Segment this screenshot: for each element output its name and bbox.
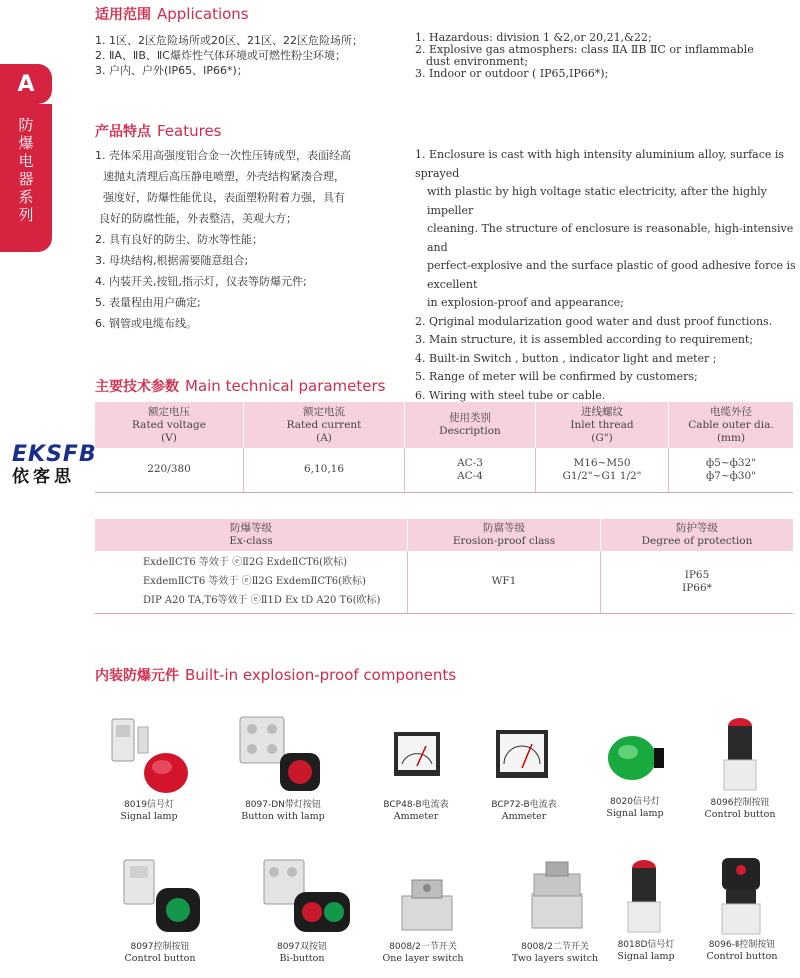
- list-item: 1. 壳体采用高强度铝合金一次性压铸成型，表面经高: [95, 149, 351, 162]
- list-item: 1. 1区、2区危险场所或20区、21区、22区危险场所；: [95, 34, 363, 47]
- list-item: 3. Main structure, it is assembled according to requirement;: [415, 333, 754, 346]
- header-unit: (mm): [716, 431, 746, 444]
- components-title-en: Built-in explosion-proof components: [185, 666, 457, 684]
- header-description: [405, 402, 536, 448]
- ex-line: ExdeⅡCT6 等效于 ⓔⅡ2G ExdeⅡCT6(欧标): [143, 557, 347, 569]
- list-item: 6. 钢管或电缆布线。: [95, 317, 197, 330]
- header-zh: 防护等级: [676, 522, 718, 534]
- ex-line: DIP A20 TA,T6等效于 ⓔⅡ1D Ex tD A20 T6(欧标): [143, 595, 381, 607]
- brand-logo: [12, 443, 97, 487]
- header-ex-class: [95, 519, 408, 551]
- component-en: Ammeter: [501, 811, 547, 822]
- list-item: 2. 具有良好的防尘、防水等性能；: [95, 233, 263, 246]
- header-en: Description: [439, 425, 501, 437]
- component-en: Signal lamp: [617, 951, 675, 962]
- component-zh: 8008/2二节开关: [521, 942, 589, 952]
- list-item: 6. Wiring with steel tube or cable.: [415, 388, 606, 402]
- cell-erosion: [408, 551, 601, 613]
- header-rated-current: [244, 402, 405, 448]
- header-en: Ex-class: [229, 535, 273, 547]
- list-item: 4. Built-in Switch , button , indicator light and meter ;: [415, 351, 717, 365]
- component-zh: 8097双按钮: [277, 942, 327, 952]
- component-caption: [590, 797, 680, 819]
- features-zh-list: [95, 145, 351, 334]
- section-letter: A: [17, 71, 35, 97]
- header-zh: 电缆外径: [710, 405, 752, 418]
- features-en-list: [415, 146, 800, 405]
- list-item: 5. 表量程由用户确定;: [95, 296, 201, 309]
- table-header-row: [95, 402, 793, 448]
- list-item: perfect-explosive and the surface plastic of good adhesive force is excellent: [427, 259, 796, 291]
- component-en: Signal lamp: [120, 811, 178, 822]
- control-button-8096-image: [720, 714, 760, 794]
- sidebar-category: [0, 104, 52, 252]
- list-item: 2. ⅡA、ⅡB、ⅡC爆炸性气体环境或可燃性粉尘环境；: [95, 49, 346, 62]
- signal-lamp-8020-image: [604, 732, 668, 784]
- component-en: Button with lamp: [241, 811, 325, 822]
- header-en: Cable outer dia.: [688, 418, 774, 431]
- component-zh: BCP72-B电流表: [491, 800, 557, 810]
- signal-lamp-8019-image: [108, 715, 192, 795]
- list-item: 4. 内装开关,按钮,指示灯，仪表等防爆元件;: [95, 275, 307, 288]
- component-caption: [596, 940, 696, 962]
- component-caption: [500, 942, 610, 964]
- components-title: [95, 665, 456, 685]
- table-row: [95, 551, 793, 613]
- component-en: Ammeter: [393, 811, 439, 822]
- list-item: in explosion-proof and appearance;: [427, 296, 624, 309]
- cell-ex-list: [95, 551, 408, 613]
- component-zh: BCP48-B电流表: [383, 800, 449, 810]
- header-zh: 额定电压: [148, 405, 190, 418]
- component-zh: 8097控制按钮: [130, 942, 190, 952]
- list-item: 2. Qriginal modularization good water and dust proof functions.: [415, 314, 773, 328]
- cell-voltage: [95, 448, 244, 492]
- cell-value: WF1: [491, 575, 517, 588]
- cell-value: G1/2"~G1 1/2": [562, 469, 642, 482]
- list-item: 2. Explosive gas atmosphers: class ⅡA ⅡB ⅡC or inflammable: [415, 43, 754, 56]
- button-with-lamp-8097-dn-image: [236, 715, 326, 795]
- list-item: 强度好，防爆性能优良，表面塑粉附着力强，具有: [103, 191, 345, 204]
- cell-thread: [536, 448, 669, 492]
- header-cable-dia: [669, 402, 794, 448]
- list-item: with plastic by high voltage static electricity, after the highly impeller: [427, 185, 767, 217]
- list-item: 3. 户内、户外(IP65、IP66*)；: [95, 64, 248, 77]
- component-caption: [366, 800, 466, 822]
- features-title-en: Features: [157, 122, 222, 140]
- exclass-table: [95, 519, 793, 614]
- control-button-8097-image: [120, 858, 206, 938]
- cell-value: IP65: [684, 568, 710, 581]
- header-en: Rated current: [286, 418, 362, 431]
- header-en: Rated voltage: [132, 418, 206, 431]
- list-item: 1. Hazardous: division 1 &2,or 20,21,&22;: [415, 31, 652, 44]
- section-letter-tab: [0, 64, 52, 104]
- header-unit: (A): [316, 431, 332, 444]
- sidebar-char: 防: [18, 116, 34, 134]
- features-title-zh: 产品特点: [95, 124, 151, 140]
- component-en: Signal lamp: [606, 808, 664, 819]
- applications-en-list: [415, 32, 754, 80]
- logo-brand: EKSFB: [12, 442, 97, 467]
- logo-zh: 依客思: [12, 467, 75, 487]
- component-caption: [690, 940, 794, 962]
- component-zh: 8096控制按钮: [710, 798, 770, 808]
- component-en: Two layers switch: [511, 953, 599, 964]
- list-item: 良好的防腐性能，外表整洁，美观大方；: [99, 212, 297, 225]
- component-zh: 8097-DN带灯按钮: [245, 800, 321, 810]
- header-zh: 额定电流: [303, 405, 345, 418]
- component-caption: [110, 942, 210, 964]
- component-zh: 8019信号灯: [124, 800, 174, 810]
- header-en: Erosion-proof class: [452, 535, 556, 547]
- cell-value: AC-4: [457, 469, 483, 482]
- list-item: 5. Range of meter will be confirmed by customers;: [415, 370, 698, 383]
- one-layer-switch-8008-2-image: [394, 874, 458, 936]
- component-caption: [368, 942, 478, 964]
- applications-title-en: Applications: [157, 5, 249, 23]
- header-zh: 防腐等级: [483, 522, 525, 534]
- header-zh: 使用类别: [449, 412, 491, 424]
- component-en: Control button: [704, 809, 776, 820]
- cell-value: IP66*: [682, 581, 712, 594]
- ammeter-bcp48-b-image: [392, 730, 444, 780]
- params-title-en: Main technical parameters: [185, 377, 386, 395]
- features-title: [95, 121, 222, 141]
- list-item: 3. Indoor or outdoor ( IP65,IP66*);: [415, 67, 609, 80]
- component-en: Control button: [124, 953, 196, 964]
- component-zh: 8018D信号灯: [617, 940, 675, 950]
- list-item: dust environment;: [426, 55, 529, 68]
- cell-value: ф7~ф30": [705, 469, 757, 482]
- component-zh: 8020信号灯: [610, 797, 660, 807]
- cell-protection: [601, 551, 794, 613]
- component-zh: 8008/2一节开关: [389, 942, 457, 952]
- sidebar-char: 系: [18, 188, 34, 206]
- cell-category: [405, 448, 536, 492]
- component-zh: 8096-Ⅱ控制按钮: [708, 940, 776, 950]
- two-layers-switch-8008-2-image: [524, 860, 588, 934]
- header-zh: 进线螺纹: [581, 405, 623, 418]
- params-table: [95, 402, 793, 493]
- table-header-row: [95, 519, 793, 551]
- component-caption: [104, 800, 194, 822]
- header-en: Inlet thread: [570, 418, 634, 431]
- list-item: cleaning. The structure of enclosure is reasonable, high-intensive and: [427, 222, 794, 254]
- cell-value: AC-3: [457, 456, 483, 469]
- applications-title-zh: 适用范围: [95, 7, 151, 23]
- table-row: [95, 448, 793, 492]
- ammeter-bcp72-b-image: [494, 728, 552, 782]
- header-inlet-thread: [536, 402, 669, 448]
- sidebar-char: 电: [18, 152, 34, 170]
- component-en: One layer switch: [382, 953, 464, 964]
- cell-value: 6,10,16: [303, 463, 345, 476]
- header-protection: [601, 519, 794, 551]
- components-title-zh: 内装防爆元件: [95, 668, 179, 684]
- list-item: 1. Enclosure is cast with high intensity aluminium alloy, surface is sprayed: [415, 148, 785, 180]
- component-caption: [228, 800, 338, 822]
- header-rated-voltage: [95, 402, 244, 448]
- sidebar-char: 列: [18, 206, 34, 224]
- cell-value: 220/380: [147, 463, 191, 476]
- component-caption: [690, 798, 790, 820]
- applications-title: [95, 4, 249, 24]
- ex-line: ExdemⅡCT6 等效于 ⓔⅡ2G ExdemⅡCT6(欧标): [143, 576, 366, 588]
- control-button-8096-ii-image: [716, 852, 766, 938]
- applications-zh-list: [95, 33, 363, 78]
- component-en: Control button: [706, 951, 778, 962]
- bi-button-8097-image: [260, 858, 354, 938]
- params-title: [95, 376, 386, 396]
- list-item: 3. 母块结构,根据需要随意组合;: [95, 254, 249, 267]
- header-zh: 防爆等级: [230, 522, 272, 534]
- cell-current: [244, 448, 405, 492]
- list-item: 速抛丸清理后高压静电喷塑，外壳结构紧凑合理，: [103, 170, 345, 183]
- signal-lamp-8018d-image: [624, 856, 664, 936]
- sidebar-char: 爆: [18, 134, 34, 152]
- header-unit: (V): [161, 431, 177, 444]
- component-en: Bi-button: [279, 953, 325, 964]
- cell-value: ф5~ф32": [705, 456, 757, 469]
- header-en: Degree of protection: [641, 535, 753, 547]
- sidebar-char: 器: [18, 170, 34, 188]
- component-caption: [252, 942, 352, 964]
- cell-value: M16~M50: [573, 456, 631, 469]
- component-caption: [474, 800, 574, 822]
- header-unit: (G"): [591, 431, 613, 444]
- params-title-zh: 主要技术参数: [95, 379, 179, 395]
- cell-cable: [669, 448, 794, 492]
- header-erosion-class: [408, 519, 601, 551]
